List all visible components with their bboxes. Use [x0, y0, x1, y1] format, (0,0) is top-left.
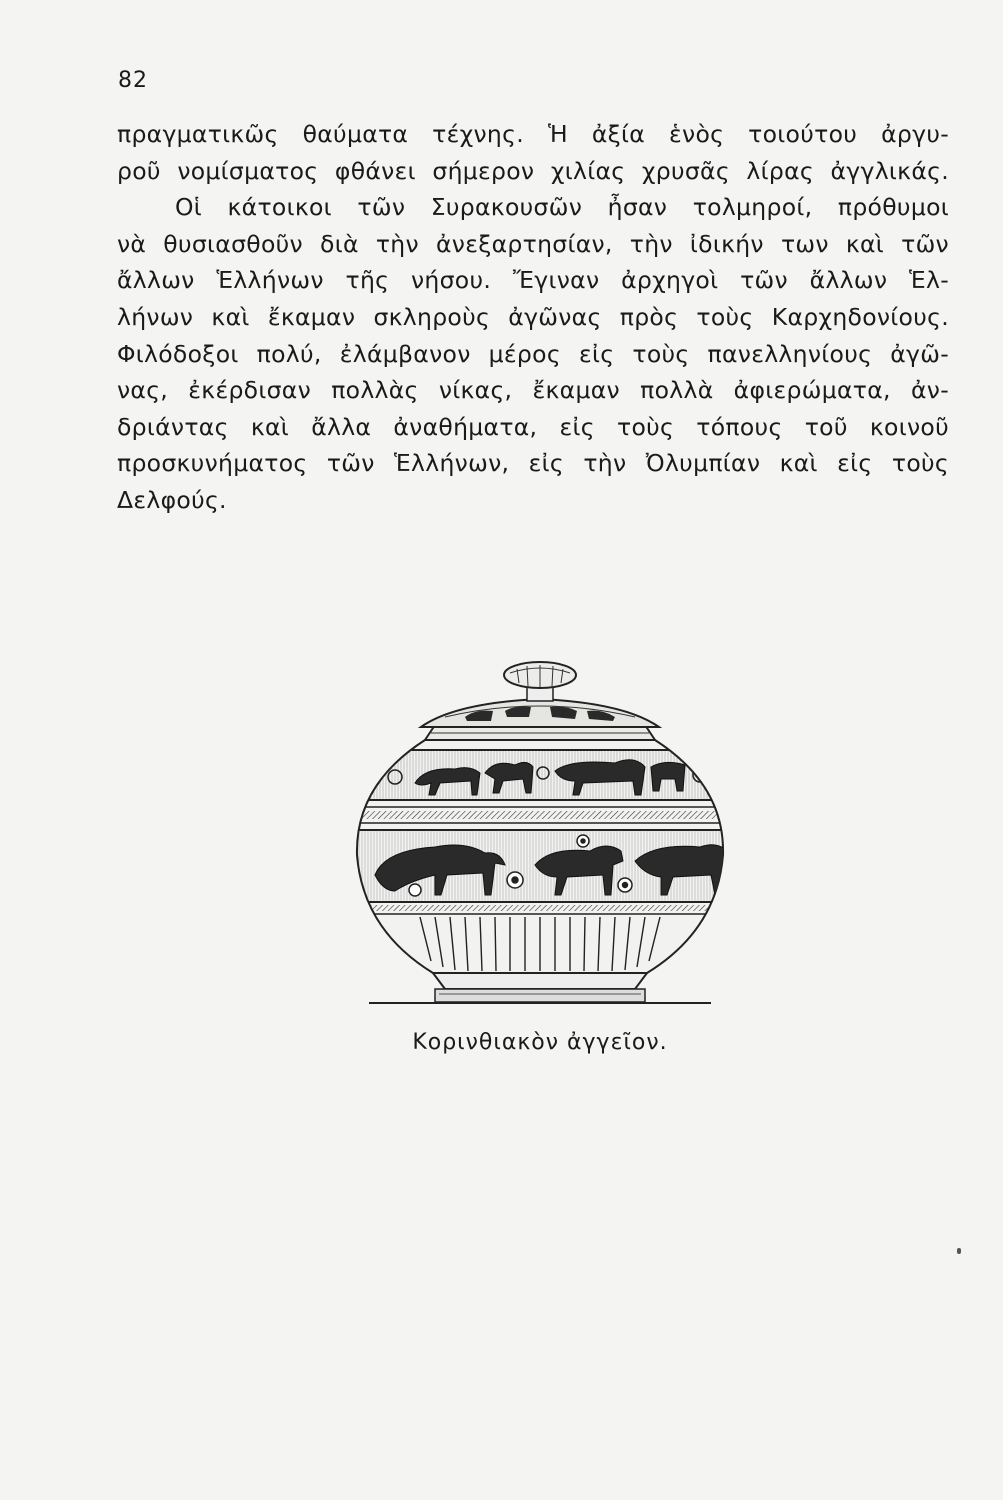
vase-lid	[421, 699, 659, 727]
figure-caption: Κορινθιακὸν ἀγγεῖον.	[412, 1030, 668, 1055]
body-text	[117, 116, 949, 519]
corinthian-vase-illustration	[355, 655, 725, 1010]
text-line: ἄλλων Ἑλλήνων τῆς νήσου. Ἔγιναν ἀρχηγοὶ τῶν ἄλλων Ἑλ-	[117, 266, 949, 295]
text-line: προσκυνήματος τῶν Ἑλλήνων, εἰς τὴν Ὀλυμπίαν καὶ εἰς τοὺς	[117, 449, 949, 478]
page-number: 82	[118, 68, 148, 93]
text-line: Οἱ κάτοικοι τῶν Συρακουσῶν ἦσαν τολμηροί, πρόθυμοι	[175, 193, 949, 222]
text-line: νας, ἐκέρδισαν πολλὰς νίκας, ἔκαμαν πολλὰ ἀφιερώματα, ἀν-	[117, 376, 949, 405]
text-line: νὰ θυσιασθοῦν διὰ τὴν ἀνεξαρτησίαν, τὴν ἰδικήν των καὶ τῶν	[117, 229, 949, 258]
text-line: Δελφούς.	[117, 485, 227, 514]
ink-speck	[957, 1248, 961, 1254]
vase-foot	[433, 973, 647, 989]
text-line: πραγματικῶς θαύματα τέχνης. Ἡ ἀξία ἑνὸς τοιούτου ἀργυ-	[117, 120, 949, 148]
text-line: δριάντας καὶ ἄλλα ἀναθήματα, εἰς τοὺς τόπους τοῦ κοινοῦ	[117, 412, 949, 441]
text-line: ροῦ νομίσματος φθάνει σήμερον χιλίας χρυσᾶς λίρας ἀγγλικάς.	[117, 156, 949, 185]
text-line: λήνων καὶ ἔκαμαν σκληροὺς ἀγῶνας πρὸς τοὺς Καρχηδονίους.	[117, 302, 949, 331]
text-line: Φιλόδοξοι πολύ, ἐλάμβανον μέρος εἰς τοὺς πανελληνίους ἀγῶ-	[117, 339, 949, 368]
